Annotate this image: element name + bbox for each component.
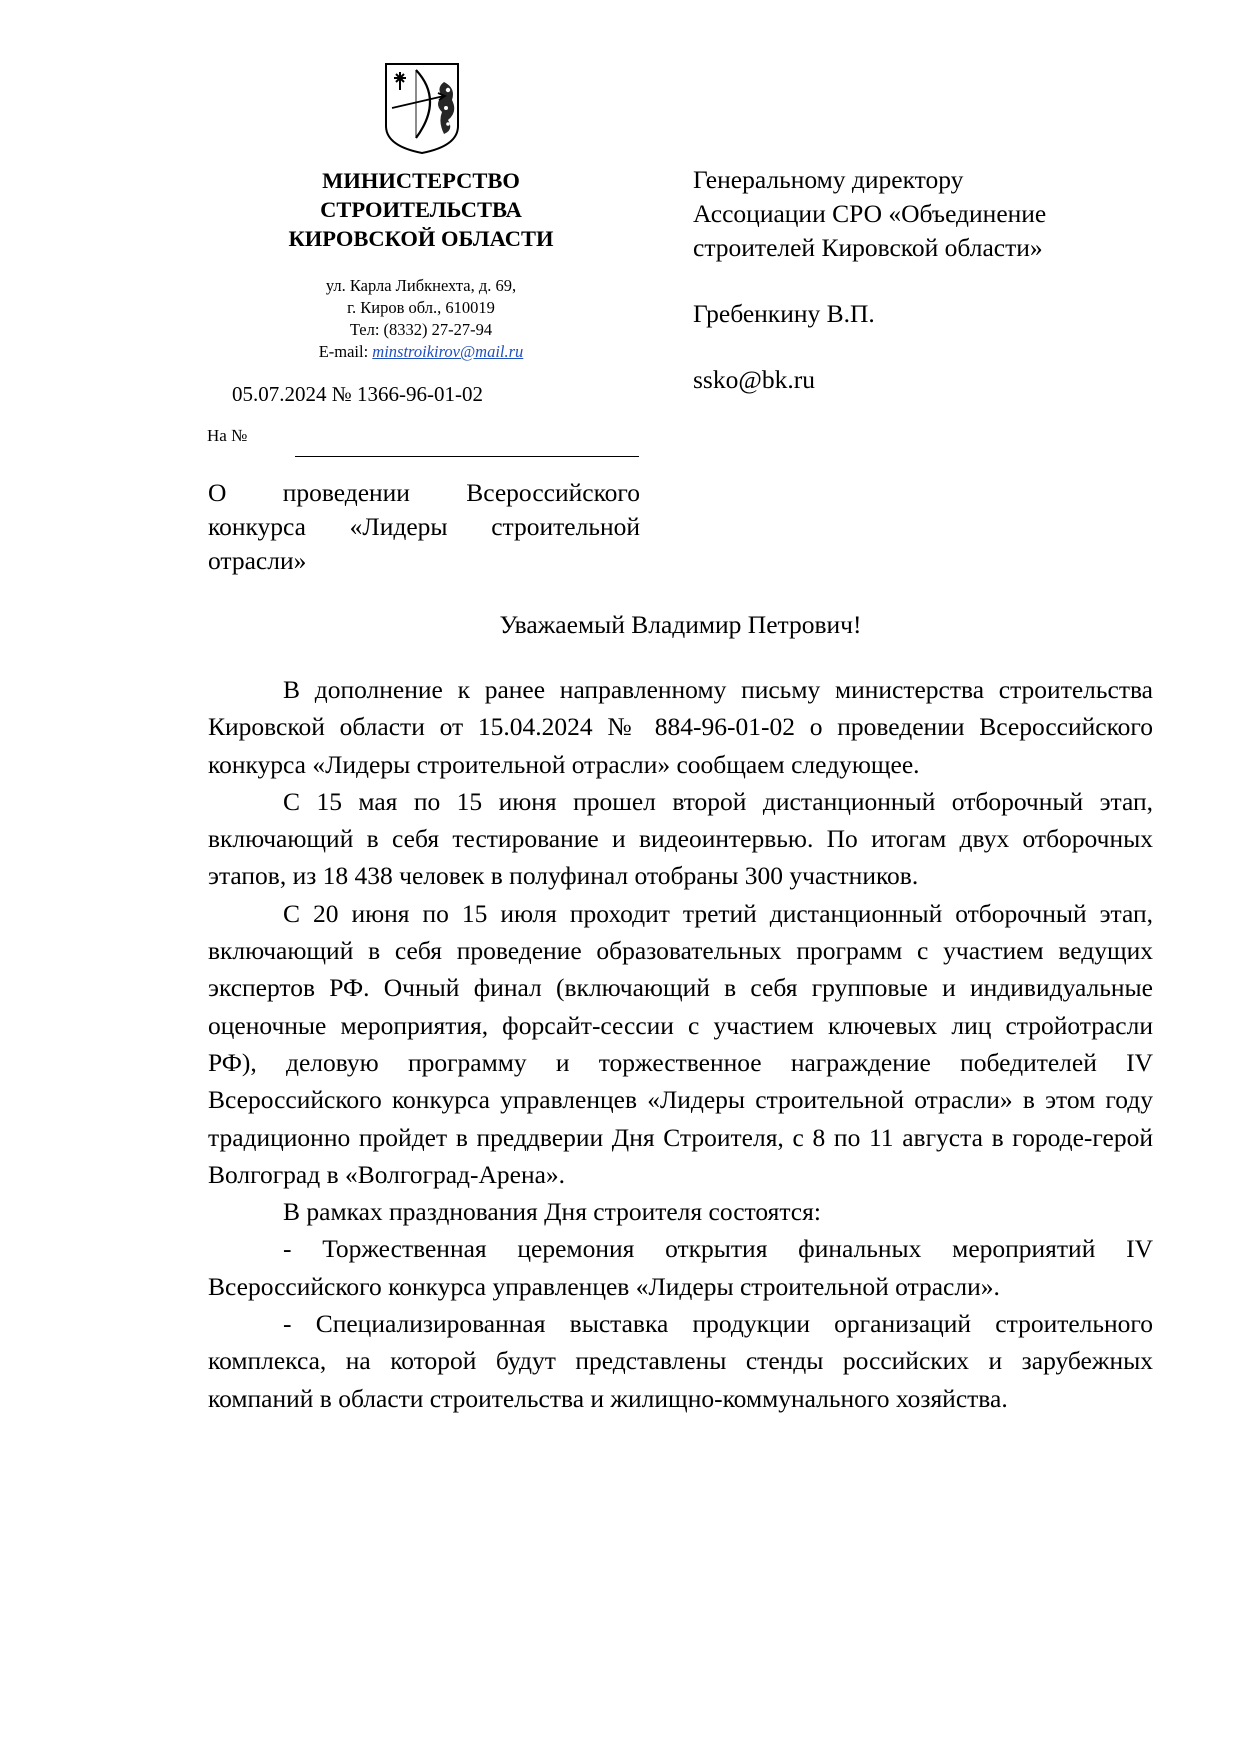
recipient-organization: Ассоциации СРО «Объединение (693, 199, 1047, 228)
outgoing-reference: 05.07.2024 № 1366-96-01-02 (232, 382, 484, 406)
body-paragraph: С 15 мая по 15 июня прошел второй дистанционный отборочный этап, включающий в себя тестирование и видеоинтервью. По итогам двух отборочных этапов, из 18 438 человек в полуфинал отобраны 300 участников. (208, 786, 1153, 891)
address-email-row (246, 341, 596, 363)
address-city: г. Киров обл., 610019 (347, 298, 495, 317)
letter-body (208, 671, 1153, 1417)
recipient-position: Генеральному директору (693, 165, 964, 194)
body-paragraph: - Торжественная церемония открытия финальных мероприятий IV Всероссийского конкурса управленцев «Лидеры строительной отрасли». (208, 1234, 1153, 1301)
greeting: Уважаемый Владимир Петрович! (499, 610, 862, 639)
body-paragraph: В рамках празднования Дня строителя состоятся: (283, 1197, 821, 1227)
address-phone: Тел: (8332) 27-27-94 (349, 320, 493, 339)
incoming-reference-line (295, 456, 639, 457)
ministry-name-line: МИНИСТЕРСТВО (322, 168, 520, 193)
body-paragraph: - Специализированная выставка продукции организаций строительного комплекса, на которой будут представлены стенды российских и зарубежных компаний в области строительства и жилищно-коммунального хозяйства. (208, 1309, 1153, 1413)
recipient-organization: строителей Кировской области» (693, 233, 1043, 262)
address-street: ул. Карла Либкнехта, д. 69, (325, 276, 517, 295)
body-paragraph: В дополнение к ранее направленному письму министерства строительства Кировской области от 15.04.2024 № 884-96-01-02 о проведении Всероссийского конкурса «Лидеры строительной отрасли» сообщаем следующее. (208, 675, 1153, 779)
recipient-name: Гребенкину В.П. (693, 299, 875, 328)
ministry-email-link[interactable]: minstroikirov@mail.ru (372, 342, 524, 361)
coat-of-arms-icon (382, 60, 462, 156)
recipient-block (693, 163, 1153, 397)
ministry-address (246, 275, 596, 363)
ministry-name-line: СТРОИТЕЛЬСТВА (320, 197, 522, 222)
body-paragraph: С 20 июня по 15 июля проходит третий дистанционный отборочный этап, включающий в себя проведение образовательных программ с участием ведущих экспертов РФ. Очный финал (включающий в себя групповые и индивидуальные оценочные мероприятия, форсайт-сессии с участием ключевых лиц стройотрасли РФ), деловую программу и торжественное награждение победителей IV Всероссийского конкурса управленцев «Лидеры строительной отрасли» в этом году традиционно пройдет в преддверии Дня Строителя, с 8 по 11 августа в городе-герой Волгоград в «Волгоград-Арена». (208, 898, 1153, 1189)
ministry-name (246, 166, 596, 253)
recipient-email: ssko@bk.ru (693, 365, 815, 394)
email-label: E-mail: (318, 342, 373, 361)
letter-subject: О проведении Всероссийского конкурса «Лидеры строительной отрасли» (208, 478, 640, 575)
ministry-name-line: КИРОВСКОЙ ОБЛАСТИ (288, 226, 554, 251)
incoming-reference-label: На № (207, 426, 248, 445)
